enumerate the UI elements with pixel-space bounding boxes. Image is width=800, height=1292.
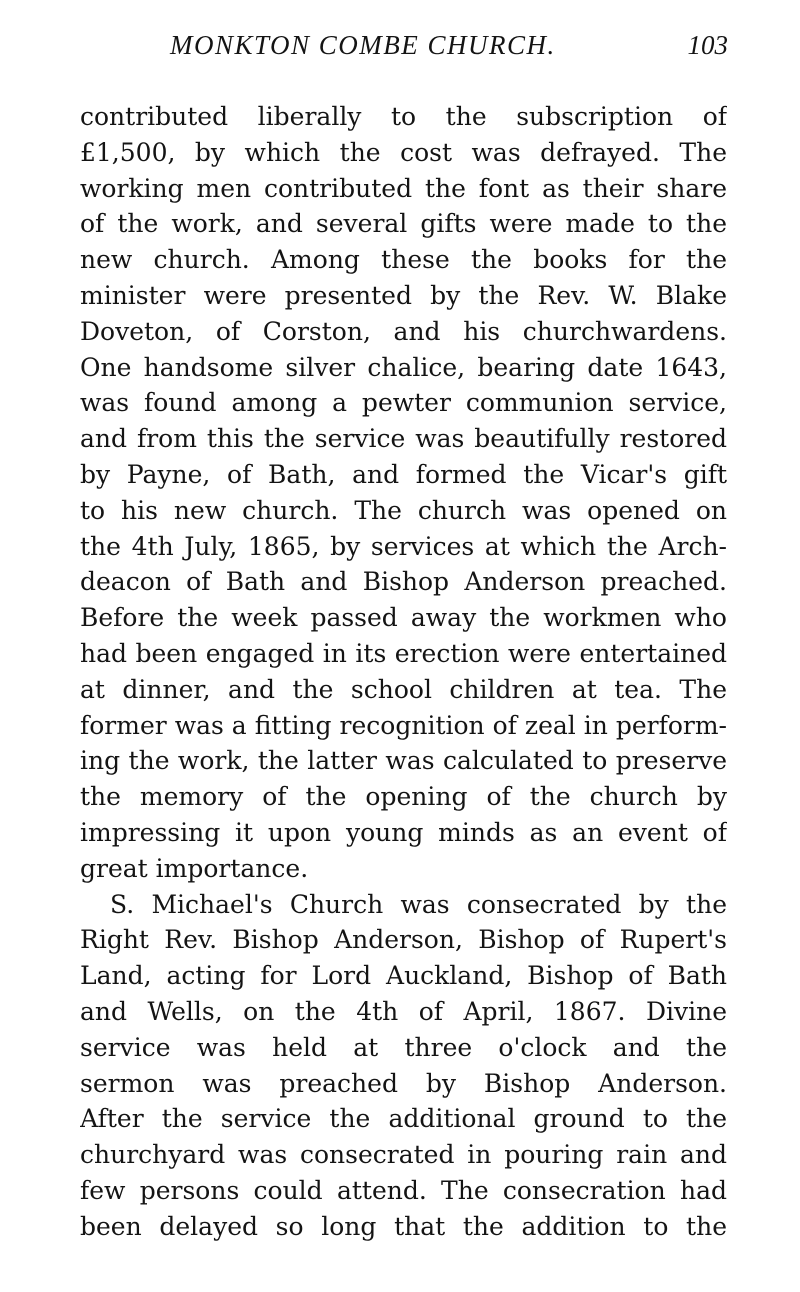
text-line: £1,500, by which the cost was defrayed. The: [80, 137, 727, 167]
text-line: deacon of Bath and Bishop Anderson preached.: [80, 567, 727, 597]
text-line: One handsome silver chalice, bearing date 1643,: [80, 352, 727, 382]
text-line: Right Rev. Bishop Anderson, Bishop of Rupert's: [80, 925, 727, 955]
text-line: the memory of the opening of the church by: [80, 782, 727, 812]
page-number: 103: [687, 30, 728, 60]
text-line: service was held at three o'clock and the: [80, 1032, 727, 1062]
text-line: great importance.: [80, 853, 309, 883]
text-line: Doveton, of Corston, and his churchwardens.: [80, 316, 727, 346]
text-line: Land, acting for Lord Auckland, Bishop of Bath: [80, 961, 727, 991]
text-line: by Payne, of Bath, and formed the Vicar's gift: [80, 459, 727, 489]
text-line: ing the work, the latter was calculated to preserve: [80, 746, 727, 776]
text-line: contributed liberally to the subscription of: [80, 102, 727, 131]
text-line: to his new church. The church was opened on: [80, 495, 727, 525]
text-line: Before the week passed away the workmen who: [80, 603, 727, 633]
text-line: After the service the additional ground to the: [80, 1104, 727, 1134]
text-line: minister were presented by the Rev. W. Blake: [80, 280, 727, 310]
page-header: [80, 30, 730, 70]
running-title: MONKTON COMBE CHURCH.: [170, 30, 556, 60]
paragraph-1: [80, 99, 727, 887]
text-line: was found among a pewter communion service,: [80, 388, 727, 418]
text-line: the 4th July, 1865, by services at which the Arch-: [80, 531, 727, 561]
text-line: churchyard was consecrated in pouring rain and: [80, 1140, 727, 1170]
text-line: new church. Among these the books for the: [80, 245, 727, 275]
text-line: and from this the service was beautifully restored: [80, 424, 727, 454]
text-line: and Wells, on the 4th of April, 1867. Divine: [80, 996, 727, 1026]
text-line: been delayed so long that the addition to the: [80, 1211, 727, 1241]
body-text: [80, 99, 727, 1245]
text-line: few persons could attend. The consecration had: [80, 1175, 727, 1205]
text-line: had been engaged in its erection were entertained: [80, 638, 727, 668]
paragraph-2: [80, 887, 727, 1245]
text-line: sermon was preached by Bishop Anderson.: [80, 1068, 727, 1098]
text-line: S. Michael's Church was consecrated by the: [110, 889, 727, 919]
text-line: at dinner, and the school children at tea. The: [80, 674, 727, 704]
text-line: working men contributed the font as their share: [80, 173, 727, 203]
text-line: impressing it upon young minds as an event of: [80, 817, 727, 847]
text-line: of the work, and several gifts were made to the: [80, 209, 727, 239]
text-line: former was a fitting recognition of zeal in perform-: [80, 710, 727, 740]
